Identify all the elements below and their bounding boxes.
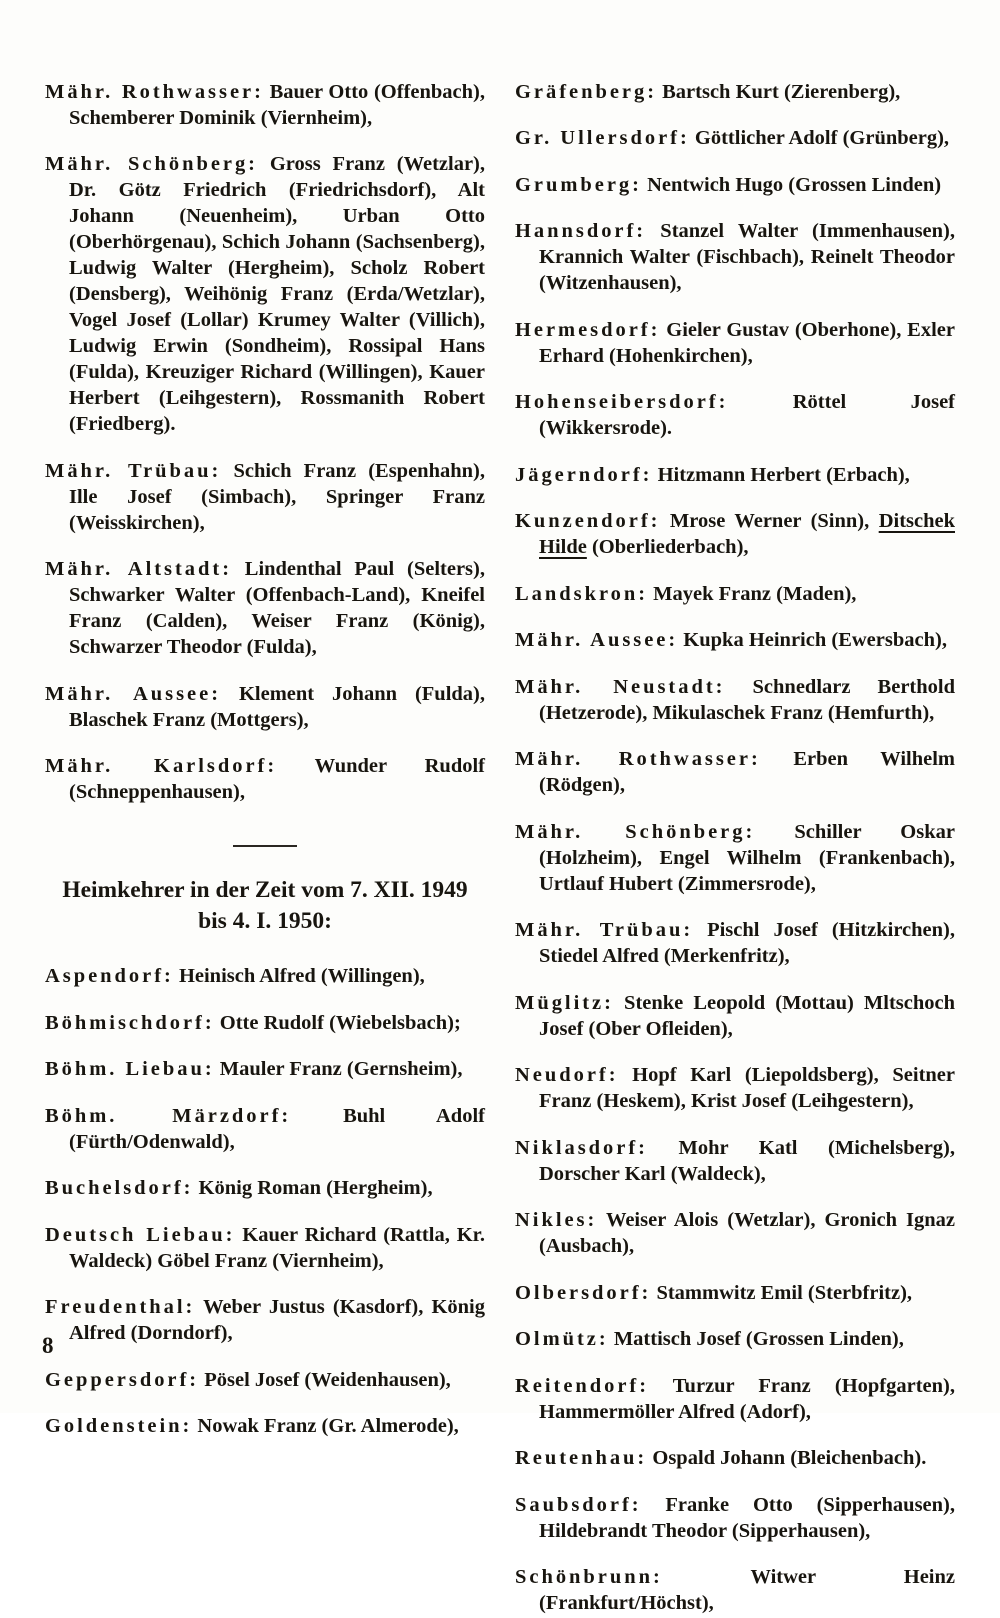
entry-text: (Oberliederbach),: [586, 536, 749, 558]
town-name: Niklasdorf:: [515, 1136, 648, 1159]
registry-entry: [515, 1326, 955, 1352]
registry-entry: [515, 79, 955, 105]
registry-entry: [515, 317, 955, 369]
town-name: Saubsdorf:: [515, 1493, 642, 1516]
town-name: Landskron:: [515, 582, 649, 605]
registry-entry: [45, 1010, 485, 1036]
entry-text: Kauer Richard (Rattla, Kr. Waldeck) Göbel Franz (Viernheim),: [69, 1223, 485, 1272]
registry-entry: [515, 1373, 955, 1425]
town-name: Böhm. Märzdorf:: [45, 1104, 292, 1127]
entry-text: Schich Franz (Espenhahn), Ille Josef (Simbach), Springer Franz (Weisskirchen),: [69, 459, 485, 534]
entry-text: Gross Franz (Wetzlar), Dr. Götz Friedrich (Friedrichsdorf), Alt Johann (Neuenheim), Urban Otto (Oberhörgenau), Schich Johann (Sachsenberg), Ludwig Walter (Hergheim), Scholz Robert (Densberg), Weihönig Franz (Erda/Wetzlar), Vogel Josef (Lollar) Krumey Walter (Villich), Ludwig Erwin (Sondheim), Rossipal Hans (Fulda), Kreuziger Richard (Willingen), Kauer Herbert (Leihgestern), Rossmanith Robert (Friedberg).: [69, 153, 485, 435]
entry-text: Hopf Karl (Liepoldsberg), Seitner Franz (Heskem), Krist Josef (Leihgestern),: [539, 1064, 955, 1112]
entry-text: Otte Rudolf (Wiebelsbach);: [214, 1011, 461, 1034]
entry-text: Turzur Franz (Hopfgarten), Hammermöller Alfred (Adorf),: [539, 1374, 955, 1423]
entry-text: Buhl Adolf (Fürth/Odenwald),: [69, 1104, 485, 1153]
registry-entry: [515, 746, 955, 798]
entry-text: Nentwich Hugo (Grossen Linden): [641, 173, 942, 196]
entry-text: Schnedlarz Berthold (Hetzerode), Mikulaschek Franz (Hemfurth),: [539, 675, 955, 724]
town-name: Mähr. Schönberg:: [515, 820, 756, 843]
town-name: Freudenthal:: [45, 1296, 196, 1318]
entry-text: Wunder Rudolf (Schneppenhausen),: [69, 755, 485, 803]
town-name: Buchelsdorf:: [45, 1177, 194, 1199]
entry-text: Franke Otto (Sipperhausen), Hildebrandt Theodor (Sipperhausen),: [539, 1493, 955, 1542]
entry-text: Bartsch Kurt (Zierenberg),: [657, 80, 901, 103]
left-column-bottom-entries: [45, 963, 485, 1439]
registry-entry: [45, 1222, 485, 1274]
entry-text: Göttlicher Adolf (Grünberg),: [689, 127, 950, 149]
entry-text: Nowak Franz (Gr. Almerode),: [192, 1415, 459, 1437]
town-name: Mähr. Rothwasser:: [45, 80, 264, 103]
town-name: Gräfenberg:: [515, 80, 657, 103]
town-name: Hohenseibersdorf:: [515, 391, 729, 413]
section-divider-rule: [233, 845, 297, 847]
underlined-name-text: Ditschek Hilde: [539, 510, 955, 558]
town-name: Geppersdorf:: [45, 1368, 200, 1391]
registry-entry: [515, 462, 955, 488]
entry-text: Mauler Franz (Gernsheim),: [214, 1058, 463, 1080]
left-column-top-entries: [45, 79, 485, 806]
town-name: Mähr. Rothwasser:: [515, 748, 761, 770]
entry-text: Röttel Josef (Wikkersrode).: [539, 391, 955, 439]
section-heading: [49, 875, 481, 937]
town-name: Grumberg:: [515, 173, 642, 196]
section-heading-line2: bis 4. I. 1950:: [198, 908, 332, 934]
entry-text: Heinisch Alfred (Willingen),: [173, 965, 425, 987]
entry-text: Hitzmann Herbert (Erbach),: [652, 463, 910, 486]
registry-entry: [515, 1445, 955, 1471]
entry-text: Kupka Heinrich (Ewersbach),: [678, 629, 947, 651]
entry-text: Stanzel Walter (Immenhausen), Krannich Walter (Fischbach), Reinelt Theodor (Witzenhausen),: [539, 220, 955, 294]
town-name: Goldenstein:: [45, 1415, 193, 1437]
town-name: Hannsdorf:: [515, 220, 647, 242]
town-name: Müglitz:: [515, 991, 614, 1014]
registry-entry: [515, 1135, 955, 1187]
page-number: 8: [42, 1333, 54, 1358]
entry-text: Klement Johann (Fulda), Blaschek Franz (Mottgers),: [69, 682, 485, 731]
right-column-entries: [515, 79, 955, 1617]
registry-entry: [45, 1103, 485, 1155]
entry-text: Mrose Werner (Sinn),: [660, 510, 879, 532]
registry-entry: [515, 917, 955, 969]
registry-entry: [515, 218, 955, 296]
entry-text: Weber Justus (Kasdorf), König Alfred (Dorndorf),: [69, 1296, 485, 1344]
entry-text: Mattisch Josef (Grossen Linden),: [608, 1328, 904, 1350]
registry-entry: [45, 753, 485, 805]
entry-text: Erben Wilhelm (Rödgen),: [539, 748, 955, 796]
registry-entry: [45, 1413, 485, 1439]
town-name: Reutenhau:: [515, 1447, 648, 1469]
registry-entry: [45, 1056, 485, 1082]
registry-entry: [45, 681, 485, 733]
town-name: Mähr. Schönberg:: [45, 153, 258, 175]
entry-text: Ospald Johann (Bleichenbach).: [647, 1447, 927, 1469]
entry-text: Pösel Josef (Weidenhausen),: [199, 1368, 451, 1391]
town-name: Jägerndorf:: [515, 463, 653, 486]
registry-entry: [515, 172, 955, 198]
town-name: Olmütz:: [515, 1328, 609, 1350]
entry-text: Schiller Oskar (Holzheim), Engel Wilhelm (Frankenbach), Urtlauf Hubert (Zimmersrode),: [539, 820, 955, 895]
town-name: Mähr. Altstadt:: [45, 558, 232, 580]
registry-entry: [515, 1280, 955, 1306]
registry-entry: [45, 1367, 485, 1393]
town-name: Mähr. Neustadt:: [515, 675, 726, 698]
left-column: [45, 58, 485, 1443]
town-name: Neudorf:: [515, 1064, 619, 1086]
entry-text: Gieler Gustav (Oberhone), Exler Erhard (Hohenkirchen),: [539, 318, 955, 367]
town-name: Olbersdorf:: [515, 1281, 652, 1304]
entry-text: König Roman (Hergheim),: [193, 1177, 433, 1199]
town-name: Böhm. Liebau:: [45, 1058, 215, 1080]
town-name: Deutsch Liebau:: [45, 1223, 236, 1246]
registry-entry: [45, 151, 485, 437]
registry-entry: [515, 1492, 955, 1544]
registry-entry: [45, 79, 485, 131]
registry-entry: [515, 125, 955, 151]
town-name: Gr. Ullersdorf:: [515, 127, 690, 149]
town-name: Hermesdorf:: [515, 318, 661, 341]
entry-text: Mayek Franz (Maden),: [648, 582, 857, 605]
town-name: Mähr. Karlsdorf:: [45, 755, 278, 777]
registry-entry: [515, 1564, 955, 1616]
entry-text: Bauer Otto (Offenbach), Schemberer Dominik (Viernheim),: [69, 80, 485, 129]
registry-entry: [45, 556, 485, 660]
town-name: Reitendorf:: [515, 1374, 650, 1397]
town-name: Mähr. Trübau:: [45, 459, 222, 482]
entry-text: Stammwitz Emil (Sterbfritz),: [651, 1281, 913, 1304]
registry-entry: [515, 674, 955, 726]
entry-text: Witwer Heinz (Frankfurt/Höchst),: [539, 1566, 955, 1614]
registry-entry: [515, 581, 955, 607]
registry-entry: [515, 990, 955, 1042]
section-heading-line1: Heimkehrer in der Zeit vom 7. XII. 1949: [62, 877, 468, 903]
registry-entry: [515, 1207, 955, 1259]
entry-text: Lindenthal Paul (Selters), Schwarker Walter (Offenbach-Land), Kneifel Franz (Calden), Weiser Franz (König), Schwarzer Theodor (Fulda),: [69, 558, 485, 658]
entry-text: Mohr Katl (Michelsberg), Dorscher Karl (Waldeck),: [539, 1136, 955, 1185]
right-column: [515, 58, 955, 1618]
registry-entry: [515, 508, 955, 560]
registry-entry: [45, 963, 485, 989]
town-name: Mähr. Aussee:: [515, 629, 679, 651]
registry-entry: [515, 819, 955, 897]
town-name: Böhmischdorf:: [45, 1011, 215, 1034]
registry-entry: [45, 1294, 485, 1346]
town-name: Kunzendorf:: [515, 510, 661, 532]
entry-text: Pischl Josef (Hitzkirchen), Stiedel Alfred (Merkenfritz),: [539, 919, 955, 967]
registry-entry: [515, 389, 955, 441]
registry-entry: [515, 1062, 955, 1114]
town-name: Aspendorf:: [45, 965, 174, 987]
entry-text: Weiser Alois (Wetzlar), Gronich Ignaz (Ausbach),: [539, 1209, 955, 1257]
town-name: Nikles:: [515, 1209, 598, 1231]
town-name: Mähr. Trübau:: [515, 919, 694, 941]
town-name: Schönbrunn:: [515, 1566, 663, 1588]
registry-entry: [515, 627, 955, 653]
registry-entry: [45, 1175, 485, 1201]
entry-text: Stenke Leopold (Mottau) Mltschoch Josef (Ober Ofleiden),: [539, 991, 955, 1040]
registry-entry: [45, 458, 485, 536]
town-name: Mähr. Aussee:: [45, 682, 221, 705]
